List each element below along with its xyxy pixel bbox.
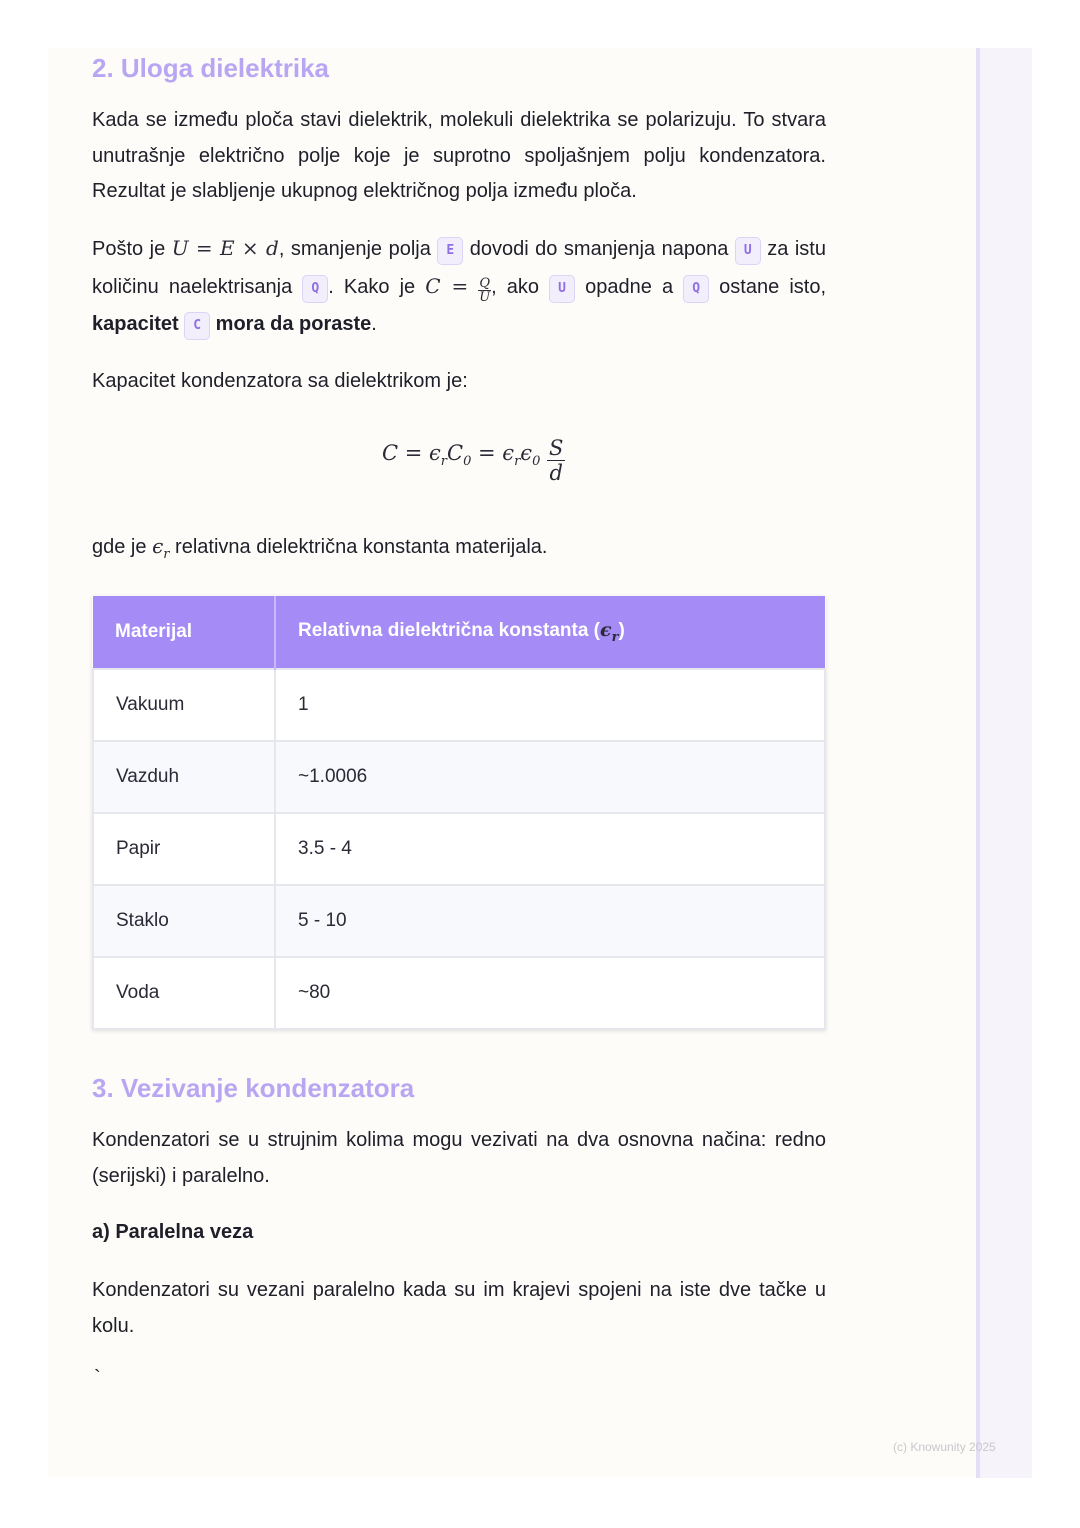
header-material: Materijal bbox=[93, 596, 275, 669]
variable-tag-u: U bbox=[549, 275, 575, 303]
cell-material: Vakuum bbox=[93, 669, 275, 741]
right-sidebar bbox=[976, 48, 1032, 1478]
cell-material: Papir bbox=[93, 813, 275, 885]
math-u-equals-e-d: U = E × d bbox=[171, 236, 279, 260]
table-header-row bbox=[93, 596, 825, 669]
fraction-q-over-u: $\frac{Q}{U}$ bbox=[479, 276, 491, 305]
cell-constant: ~1.0006 bbox=[275, 741, 825, 813]
table-row bbox=[93, 885, 825, 957]
subheading-parallel: a) Paralelna veza bbox=[92, 1221, 254, 1243]
cell-material: Staklo bbox=[93, 885, 275, 957]
capacitance-formula: $C = \epsilon_rC_0 = \epsilon_r\epsilon_0$ $\frac{S}{d}$ bbox=[382, 436, 564, 485]
dielectric-constant-table bbox=[92, 596, 826, 1030]
table-row bbox=[93, 741, 825, 813]
paragraph-connection-types: Kondenzatori se u strujnim kolima mogu vezivati na dva osnovna načina: redno (serijski) i paralelno. bbox=[92, 1129, 826, 1187]
cell-constant: 3.5 - 4 bbox=[275, 813, 825, 885]
variable-tag-c: C bbox=[184, 312, 210, 340]
paragraph-relative-constant: gde je $\epsilon_r$ relativna dielektrična konstanta materijala. bbox=[92, 534, 548, 562]
table-row bbox=[93, 669, 825, 741]
paragraph-parallel: Kondenzatori su vezani paralelno kada su im krajevi spojeni na iste dve tačke u kolu. bbox=[92, 1279, 826, 1337]
table-row bbox=[93, 813, 825, 885]
math-c-equals: C = bbox=[425, 274, 469, 298]
paragraph-capacitance-explanation: Pošto je U = E × d, smanjenje polja E dovodi do smanjenja napona U za istu količinu naelektrisanja Q . Kako je C = $\frac{Q}{U}$ , ako U opadne a Q ostane isto, kapacitet C mora da poraste. bbox=[92, 230, 826, 343]
variable-tag-q: Q bbox=[302, 275, 328, 303]
cell-constant: 1 bbox=[275, 669, 825, 741]
variable-tag-u: U bbox=[735, 237, 761, 265]
copyright-footer: (c) Knowunity 2025 bbox=[893, 1440, 996, 1454]
cell-material: Voda bbox=[93, 957, 275, 1029]
paragraph-polarization: Kada se između ploča stavi dielektrik, molekuli dielektrika se polarizuju. To stvara unutrašnje električno polje koje je suprotno spoljašnjem polju kondenzatora. Rezultat je slabljenje ukupnog električnog polja između ploča. bbox=[92, 109, 826, 202]
section-heading-dielectric: 2. Uloga dielektrika bbox=[92, 53, 329, 83]
paragraph-capacitance-intro: Kapacitet kondenzatora sa dielektrikom je: bbox=[92, 370, 468, 392]
stray-backtick: ` bbox=[94, 1367, 101, 1389]
variable-tag-q: Q bbox=[683, 275, 709, 303]
cell-constant: ~80 bbox=[275, 957, 825, 1029]
variable-tag-e: E bbox=[437, 237, 463, 265]
cell-constant: 5 - 10 bbox=[275, 885, 825, 957]
cell-material: Vazduh bbox=[93, 741, 275, 813]
header-relative-constant: Relativna dielektrična konstanta $(\epsilon_r)$ bbox=[275, 596, 825, 669]
table-row bbox=[93, 957, 825, 1029]
section-heading-connection: 3. Vezivanje kondenzatora bbox=[92, 1073, 415, 1103]
